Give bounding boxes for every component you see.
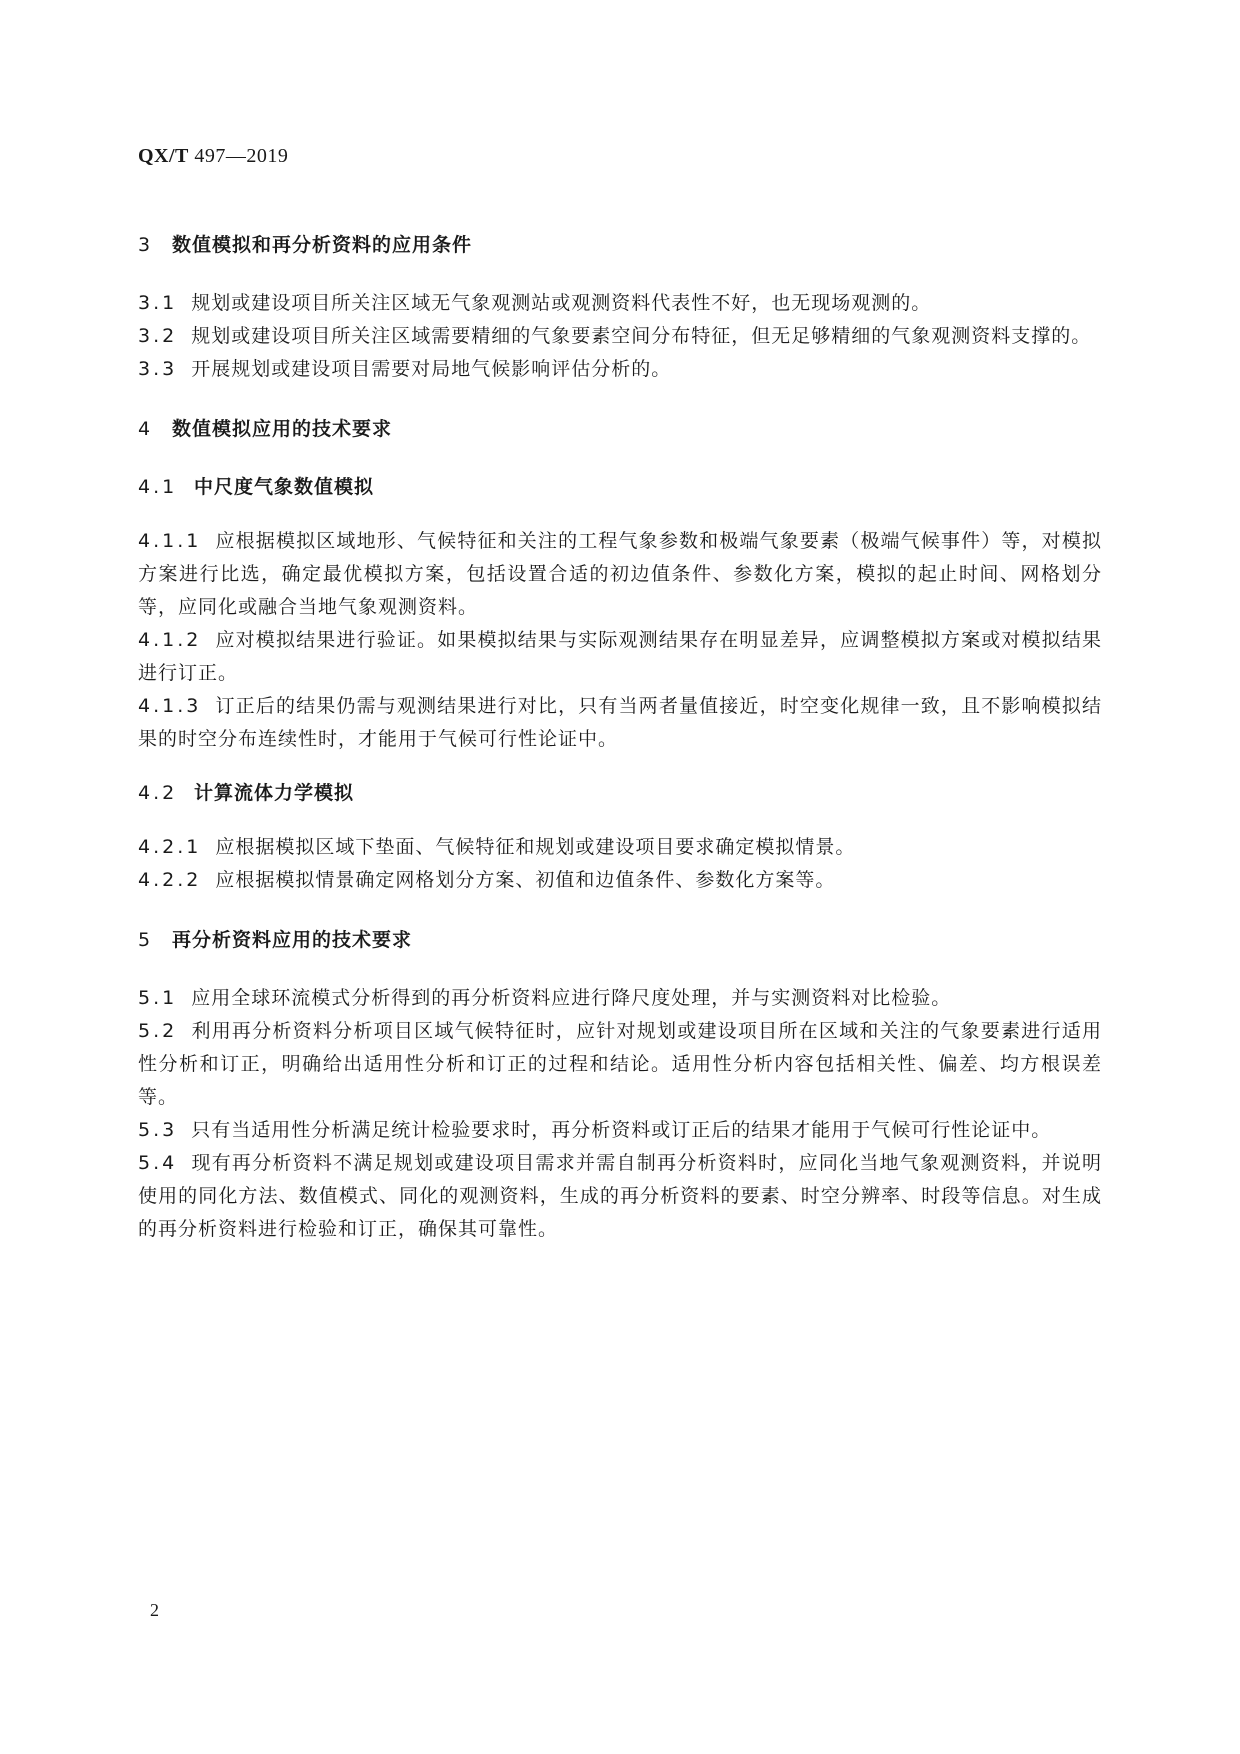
document-code-number: 497—2019 [194,145,289,167]
clause-3-1 [138,287,1102,320]
clause-5-4 [138,1147,1102,1246]
clause-text: 应对模拟结果进行验证。如果模拟结果与实际观测结果存在明显差异，应调整模拟方案或对模拟结果进行订正。 [138,629,1102,684]
clause-3-3 [138,353,1102,386]
document-body [138,229,1102,1246]
section-3-heading [138,229,1102,262]
clause-4-2-2 [138,864,1102,897]
section-5-heading [138,924,1102,957]
clause-number: 3.3 [138,358,178,380]
clause-3-2 [138,320,1102,353]
clause-number: 4.1.2 [138,629,202,651]
clause-text: 应根据模拟区域地形、气候特征和关注的工程气象参数和极端气象要素（极端气候事件）等，对模拟方案进行比选，确定最优模拟方案，包括设置合适的初边值条件、参数化方案，模拟的起止时间、网格划分等，应同化或融合当地气象观测资料。 [138,530,1102,618]
clause-number: 4.1.3 [138,695,202,717]
clause-5-3 [138,1114,1102,1147]
clause-text: 开展规划或建设项目需要对局地气候影响评估分析的。 [191,358,672,380]
clause-text: 现有再分析资料不满足规划或建设项目需求并需自制再分析资料时，应同化当地气象观测资料，并说明使用的同化方法、数值模式、同化的观测资料，生成的再分析资料的要素、时空分辨率、时段等信息。对生成的再分析资料进行检验和订正，确保其可靠性。 [138,1152,1102,1240]
section-number: 3 [138,234,154,256]
subsection-4-1-heading [138,471,1102,504]
clause-number: 3.1 [138,292,178,314]
section-number: 4 [138,418,154,440]
clause-number: 4.1.1 [138,530,202,552]
clause-number: 4.2.1 [138,836,202,858]
subsection-number: 4.2 [138,782,178,804]
clause-number: 5.2 [138,1020,178,1042]
clause-4-1-3 [138,690,1102,756]
subsection-title: 中尺度气象数值模拟 [194,476,375,498]
clause-5-1 [138,982,1102,1015]
section-title: 数值模拟应用的技术要求 [172,418,393,440]
document-code-prefix: QX/T [138,145,189,167]
clause-number: 4.2.2 [138,869,202,891]
document-code [138,145,288,168]
clause-text: 应根据模拟情景确定网格划分方案、初值和边值条件、参数化方案等。 [215,869,836,891]
page-number: 2 [150,1600,159,1620]
clause-4-1-2 [138,624,1102,690]
clause-text: 利用再分析资料分析项目区域气候特征时，应针对规划或建设项目所在区域和关注的气象要素进行适用性分析和订正，明确给出适用性分析和订正的过程和结论。适用性分析内容包括相关性、偏差、均方根误差等。 [138,1020,1102,1108]
section-4-heading [138,413,1102,446]
clause-text: 应用全球环流模式分析得到的再分析资料应进行降尺度处理，并与实测资料对比检验。 [191,987,952,1009]
section-number: 5 [138,929,154,951]
clause-number: 5.1 [138,987,178,1009]
clause-4-2-1 [138,831,1102,864]
clause-5-2 [138,1015,1102,1114]
clause-text: 应根据模拟区域下垫面、气候特征和规划或建设项目要求确定模拟情景。 [215,836,856,858]
clause-text: 规划或建设项目所关注区域需要精细的气象要素空间分布特征，但无足够精细的气象观测资料支撑的。 [191,325,1092,347]
section-title: 数值模拟和再分析资料的应用条件 [172,234,473,256]
clause-text: 订正后的结果仍需与观测结果进行对比，只有当两者量值接近，时空变化规律一致，且不影响模拟结果的时空分布连续性时，才能用于气候可行性论证中。 [138,695,1102,750]
clause-number: 5.4 [138,1152,178,1174]
section-title: 再分析资料应用的技术要求 [172,929,413,951]
clause-number: 5.3 [138,1119,178,1141]
subsection-4-2-heading [138,777,1102,810]
subsection-title: 计算流体力学模拟 [194,782,355,804]
clause-4-1-1 [138,525,1102,624]
clause-number: 3.2 [138,325,178,347]
clause-text: 只有当适用性分析满足统计检验要求时，再分析资料或订正后的结果才能用于气候可行性论证中。 [191,1119,1052,1141]
subsection-number: 4.1 [138,476,178,498]
clause-text: 规划或建设项目所关注区域无气象观测站或观测资料代表性不好，也无现场观测的。 [191,292,932,314]
